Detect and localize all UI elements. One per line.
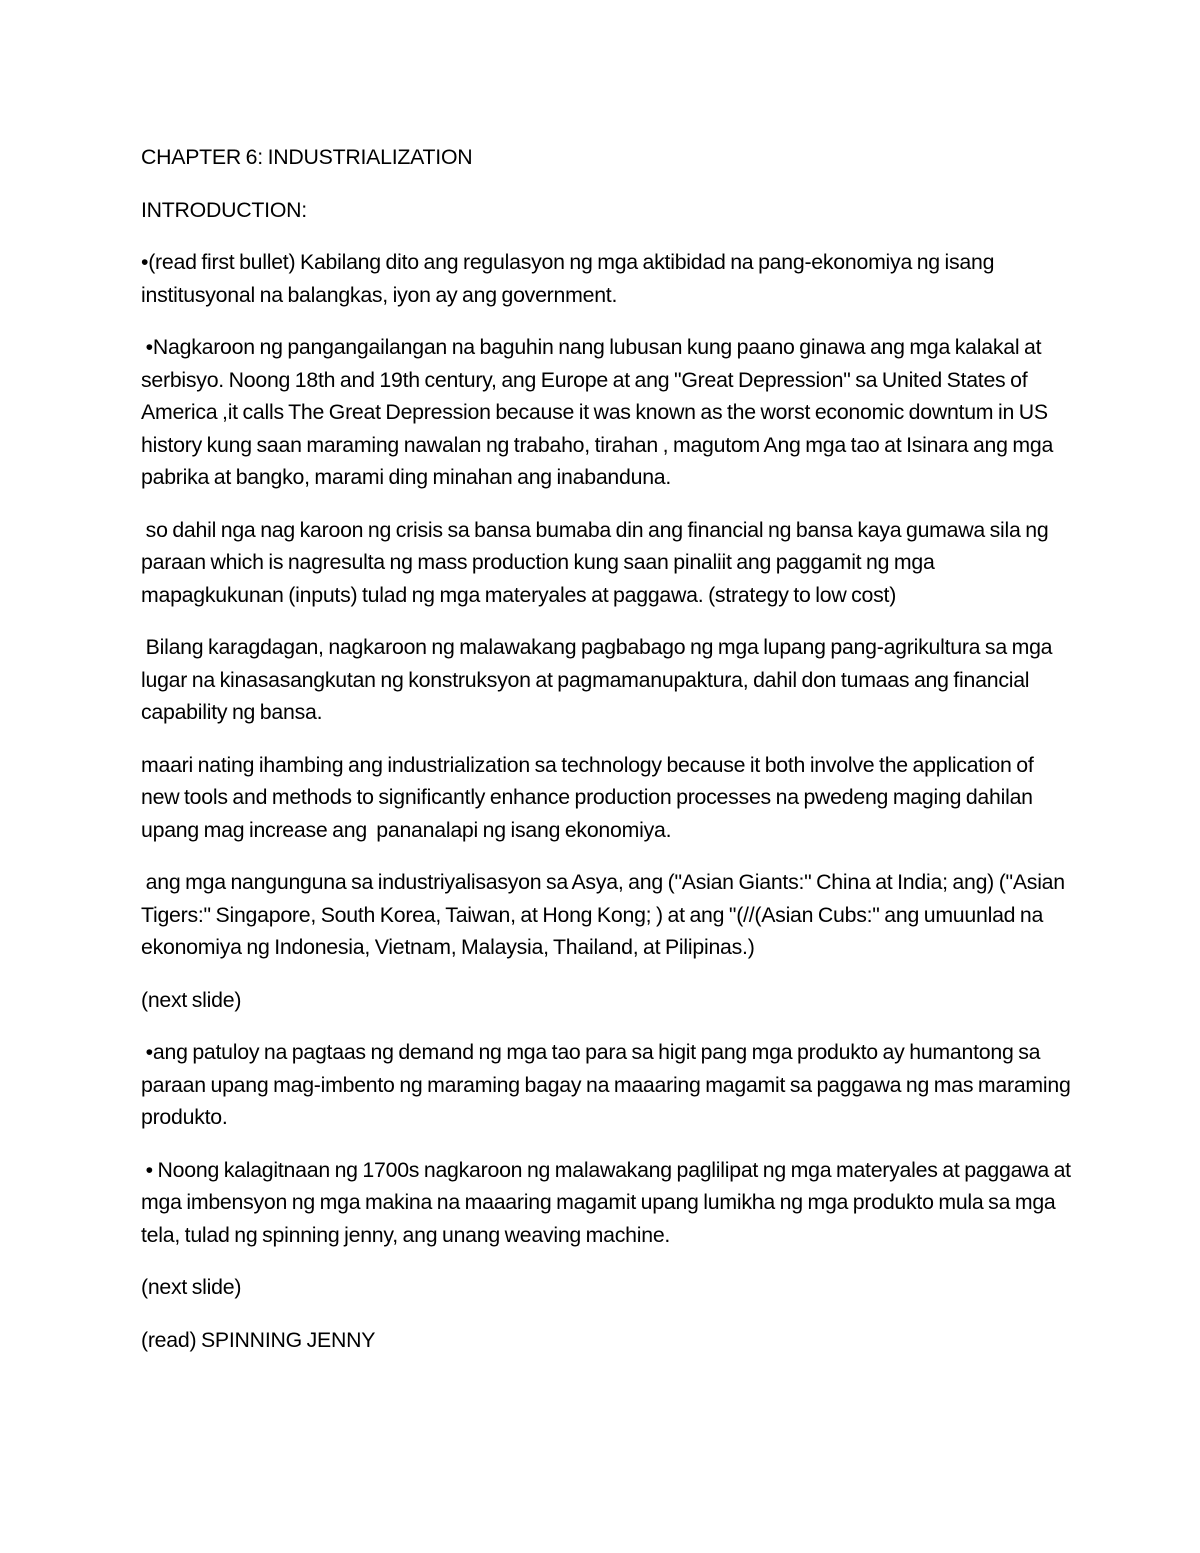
paragraph-next-slide-2: (next slide) (141, 1275, 242, 1299)
paragraph-introduction-heading: INTRODUCTION: (141, 197, 307, 222)
paragraph-1700s-bullet: • Noong kalagitnaan ng 1700s nagkaroon ng malawakang paglilipat ng mga materyales at paggawa at mga imbensyon ng mga makina na maaaring magamit upang lumikha ng mga produkto mula sa mga tela, tulad ng spinning jenny, ang unang weaving machine. (141, 1157, 1076, 1247)
chapter-title: CHAPTER 6: INDUSTRIALIZATION (141, 145, 473, 169)
paragraph-spinning-jenny: (read) SPINNING JENNY (141, 1327, 376, 1352)
paragraph-mass-production: so dahil nga nag karoon ng crisis sa bansa bumaba din ang financial ng bansa kaya gumawa sila ng paraan which is nagresulta ng mass production kung saan pinaliit ang paggamit ng mga mapagkukunan (inputs) tulad ng mga materyales at paggawa. (strategy to low cost) (141, 517, 1054, 607)
paragraph-demand-bullet: •ang patuloy na pagtaas ng demand ng mga tao para sa higit pang mga produkto ay humantong sa paraan upang mag-imbento ng maraming bagay na maaaring magamit sa paggawa ng mas maraming produkto. (141, 1040, 1076, 1129)
paragraph-next-slide-1: (next slide) (141, 987, 242, 1012)
paragraph-first-bullet: •(read first bullet) Kabilang dito ang regulasyon ng mga aktibidad na pang-ekonomiya ng isang institusyonal na balangkas, iyon ay ang government. (141, 250, 999, 307)
paragraph-agricultural-change: Bilang karagdagan, nagkaroon ng malawakang pagbabago ng mga lupang pang-agrikultura sa mga lugar na kinasasangkutan ng konstruksyon at pagmamanupaktura, dahil don tumaas ang financial capability ng bansa. (141, 635, 1057, 724)
document-body (141, 141, 1076, 1376)
paragraph-great-depression: •Nagkaroon ng pangangailangan na baguhin nang lubusan kung paano ginawa ang mga kalakal at serbisyo. Noong 18th and 19th century, ang Europe at ang "Great Depression" sa United States of America ,it calls The Great Depression because it was known as the worst economic downtum in US history kung saan maraming nawalan ng trabaho, tirahan , magutom Ang mga tao at Isinara ang mga pabrika at bangko, marami ding minahan ang inabanduna. (141, 335, 1058, 489)
paragraph-technology-comparison: maari nating ihambing ang industrialization sa technology because it both involve the application of new tools and methods to significantly enhance production processes na pwedeng maging dahilan upang mag increase ang pananalapi ng isang ekonomiya. (141, 752, 1039, 842)
paragraph-asian-economies: ang mga nangunguna sa industriyalisasyon sa Asya, ang ("Asian Giants:" China at India; ang) ("Asian Tigers:" Singapore, South Korea, Taiwan, at Hong Kong; ) at ang "(//(Asian Cubs:" ang umuunlad na ekonomiya ng Indonesia, Vietnam, Malaysia, Thailand, at Pilipinas.) (141, 870, 1070, 959)
